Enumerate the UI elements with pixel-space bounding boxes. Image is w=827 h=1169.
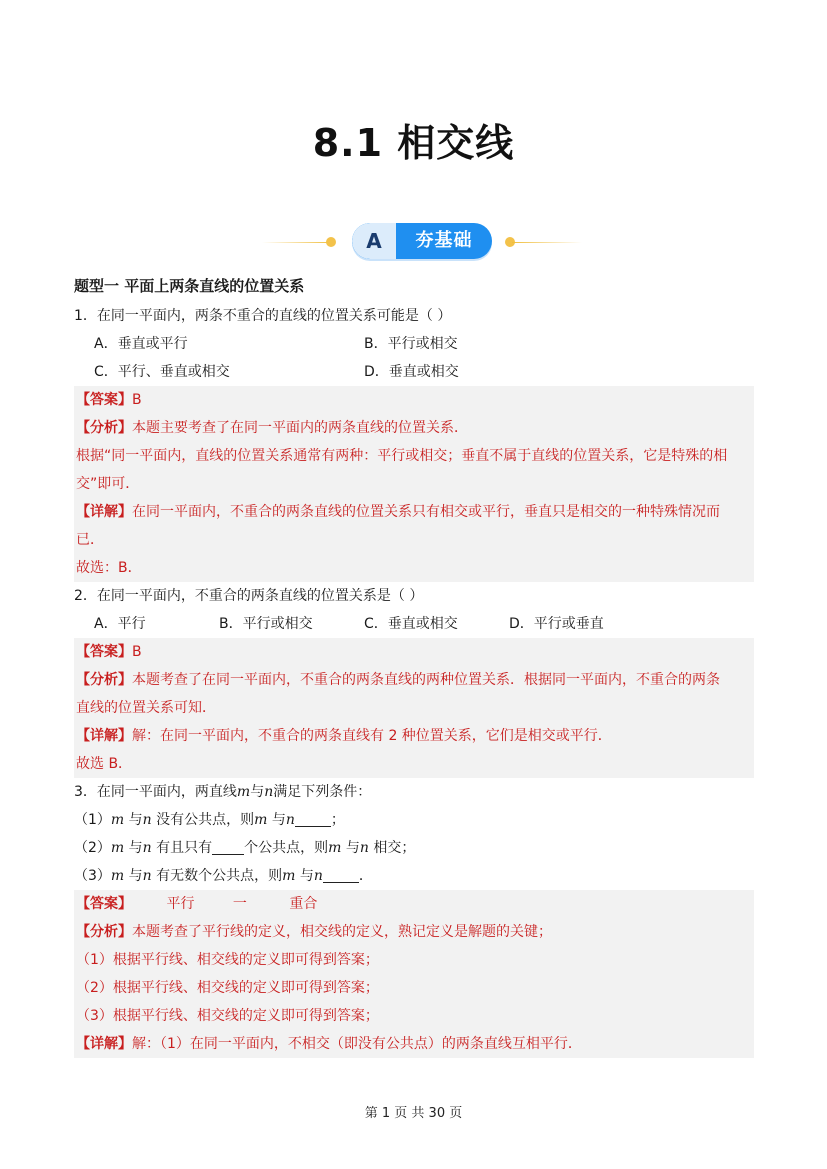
cond-num: （3） — [74, 868, 111, 884]
q3-and: 与 — [345, 840, 360, 856]
q3-and: 与 — [299, 868, 314, 884]
var-n: n — [142, 840, 152, 856]
q3-answer-block — [74, 890, 754, 1058]
detail-text: 解：（1）在同一平面内，不相交（即没有公共点）的两条直线互相平行． — [132, 1036, 582, 1052]
analysis-text: 本题考查了平行线的定义，相交线的定义，熟记定义是解题的关键； — [132, 924, 552, 940]
question-2-stem: 2．在同一平面内，不重合的两条直线的位置关系是（ ） — [74, 588, 424, 604]
q1-option-c: C．平行、垂直或相交 — [94, 364, 230, 380]
var-m: m — [110, 840, 125, 856]
banner-label: 夯基础 — [415, 230, 473, 251]
question-3-stem — [74, 778, 754, 806]
q1-option-b: B．平行或相交 — [364, 336, 458, 352]
page-title: 8.1 相交线 — [312, 121, 515, 165]
var-n: n — [142, 868, 152, 884]
answer-tag: 【答案】 — [76, 896, 132, 912]
answer-value: B — [132, 644, 142, 660]
var-n: n — [142, 812, 152, 828]
q2-option-d: D．平行或垂直 — [509, 616, 604, 632]
q3-and: 与 — [271, 812, 286, 828]
analysis-text-2b: 交”即可． — [76, 476, 140, 492]
answer-blank — [295, 810, 331, 827]
var-n: n — [264, 784, 274, 800]
var-m: m — [282, 868, 296, 884]
q3-and: 与 — [128, 812, 143, 828]
cond-num: （2） — [74, 840, 111, 856]
answer-blank — [212, 838, 244, 855]
document-body — [74, 272, 754, 1058]
q3-stem-a: 3．在同一平面内，两直线 — [74, 784, 237, 800]
cond-end: ； — [330, 812, 345, 828]
cond-text: 没有公共点，则 — [156, 812, 255, 828]
analysis-step-2: （2）根据平行线、相交线的定义即可得到答案； — [76, 980, 379, 996]
q2-answer-block — [74, 638, 754, 778]
question-1-options-row2 — [74, 358, 754, 386]
section-banner — [0, 222, 827, 262]
analysis-tag: 【分析】 — [76, 672, 132, 688]
answer-value-1: 平行 — [166, 896, 195, 912]
q2-option-b: B．平行或相交 — [219, 616, 313, 632]
var-n: n — [313, 868, 323, 884]
banner-letter: A — [352, 223, 396, 259]
analysis-text: 本题主要考查了在同一平面内的两条直线的位置关系． — [132, 420, 468, 436]
question-2-options — [74, 610, 754, 638]
cond-end: ． — [358, 868, 373, 884]
q2-option-a: A．平行 — [94, 616, 146, 632]
q3-condition-2 — [74, 834, 754, 862]
q2-option-c: C．垂直或相交 — [364, 616, 458, 632]
var-n: n — [285, 812, 295, 828]
analysis-tag: 【分析】 — [76, 924, 132, 940]
var-m: m — [328, 840, 342, 856]
analysis-step-3: （3）根据平行线、相交线的定义即可得到答案； — [76, 1008, 379, 1024]
q3-and: 与 — [250, 784, 265, 800]
choose-text: 故选 B． — [76, 756, 133, 772]
answer-tag: 【答案】 — [76, 644, 132, 660]
q3-condition-1 — [74, 806, 754, 834]
question-1-stem: 1．在同一平面内，两条不重合的直线的位置关系可能是（ ） — [74, 308, 452, 324]
answer-tag: 【答案】 — [76, 392, 132, 408]
answer-value-2: 一 — [232, 896, 247, 912]
q3-condition-3 — [74, 862, 754, 890]
analysis-tag: 【分析】 — [76, 420, 132, 436]
cond-end: 相交； — [373, 840, 416, 856]
section-heading: 题型一 平面上两条直线的位置关系 — [74, 277, 305, 295]
var-m: m — [254, 812, 268, 828]
analysis-step-1: （1）根据平行线、相交线的定义即可得到答案； — [76, 952, 379, 968]
var-m: m — [236, 784, 251, 800]
q3-and: 与 — [128, 840, 143, 856]
var-m: m — [110, 812, 125, 828]
analysis-text-2a: 根据“同一平面内，直线的位置关系通常有两种：平行或相交；垂直不属于直线的位置关系，它是特殊的相 — [76, 448, 728, 464]
page-footer: 第 1 页 共 30 页 — [364, 1106, 463, 1121]
detail-text-b: 已． — [76, 532, 104, 548]
banner-pill — [352, 223, 492, 259]
cond-text: 有无数个公共点，则 — [156, 868, 283, 884]
cond-text: 个公共点，则 — [244, 840, 329, 856]
q1-option-a: A．垂直或平行 — [94, 336, 188, 352]
analysis-text-b: 直线的位置关系可知． — [76, 700, 216, 716]
answer-value-3: 重合 — [289, 896, 318, 912]
analysis-text: 本题考查了在同一平面内，不重合的两条直线的两种位置关系．根据同一平面内，不重合的两条 — [132, 672, 720, 688]
q1-option-d: D．垂直或相交 — [364, 364, 459, 380]
detail-text: 在同一平面内，不重合的两条直线的位置关系只有相交或平行，垂直只是相交的一种特殊情况而 — [132, 504, 720, 520]
banner-dot-left — [326, 237, 336, 247]
q3-and: 与 — [128, 868, 143, 884]
var-n: n — [359, 840, 369, 856]
cond-num: （1） — [74, 812, 111, 828]
answer-value: B — [132, 392, 142, 408]
detail-tag: 【详解】 — [76, 728, 132, 744]
cond-text: 有且只有 — [156, 840, 213, 856]
q1-answer-block — [74, 386, 754, 582]
banner-line-left — [262, 242, 332, 243]
q3-stem-b: 满足下列条件： — [273, 784, 372, 800]
detail-text: 解：在同一平面内，不重合的两条直线有 2 种位置关系，它们是相交或平行． — [132, 728, 612, 744]
answer-blank — [323, 866, 359, 883]
question-1-options-row1 — [74, 330, 754, 358]
var-m: m — [110, 868, 125, 884]
detail-tag: 【详解】 — [76, 504, 132, 520]
choose-text: 故选：B． — [76, 560, 142, 576]
detail-tag: 【详解】 — [76, 1036, 132, 1052]
banner-line-right — [512, 242, 582, 243]
